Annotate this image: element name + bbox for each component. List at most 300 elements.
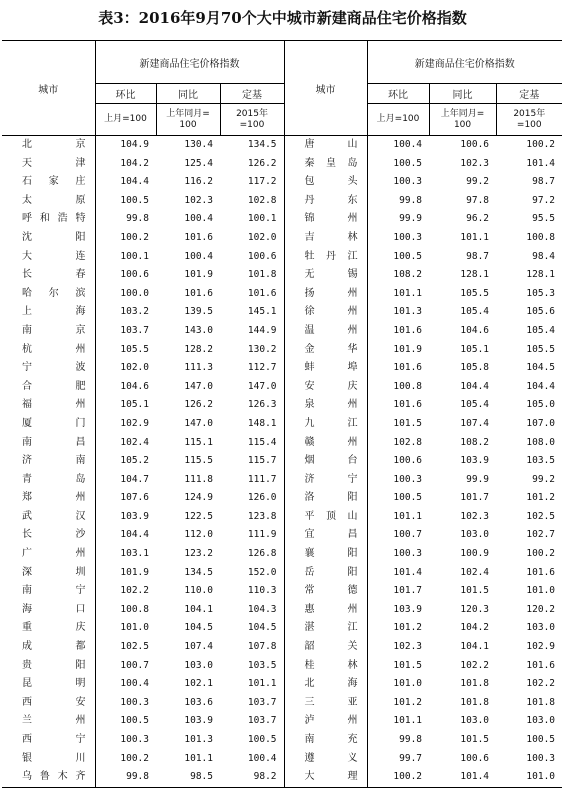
yoy-value: 101.4: [429, 768, 496, 787]
table-row: [2, 601, 562, 620]
yoy-value: 100.6: [460, 139, 490, 150]
city-name: 成都: [22, 641, 86, 653]
mom-value: 104.6: [95, 378, 156, 397]
header-mom-right: 环比: [367, 84, 429, 104]
base-value: 98.4: [532, 250, 556, 262]
city-name: 秦皇岛: [284, 155, 367, 174]
table-row: [2, 136, 562, 155]
city-name: 长春: [22, 269, 86, 281]
header-mom-left: 环比: [95, 84, 156, 104]
mom-value: 101.2: [367, 694, 429, 713]
city-name: 温州: [284, 322, 367, 341]
base-value: 145.1: [247, 306, 277, 318]
base-value: 115.4: [247, 436, 277, 448]
base-value: 101.0: [526, 585, 556, 597]
header-base-left: 定基: [220, 84, 284, 104]
mom-value: 100.3: [367, 471, 429, 490]
base-value: 101.2: [526, 492, 556, 504]
yoy-value: 147.0: [184, 417, 213, 429]
base-value: 126.8: [247, 548, 277, 560]
base-value: 103.5: [247, 659, 277, 671]
base-value: 105.5: [526, 343, 556, 355]
city-name: 乌鲁木齐: [2, 768, 95, 787]
yoy-value: 99.9: [466, 473, 490, 485]
yoy-value: 111.3: [184, 362, 213, 374]
yoy-value: 101.3: [184, 734, 213, 745]
yoy-value: 107.4: [184, 641, 213, 653]
city-name: 沈阳: [22, 231, 86, 243]
yoy-value: 103.0: [460, 715, 490, 727]
base-value: 105.3: [526, 287, 556, 299]
mom-value: 100.8: [367, 378, 429, 397]
yoy-value: 122.5: [184, 510, 213, 522]
yoy-value: 103.9: [184, 715, 213, 727]
base-value: 101.6: [247, 287, 277, 299]
mom-value: 102.4: [95, 434, 156, 453]
mom-value: 100.5: [95, 712, 156, 731]
yoy-value: 105.4: [460, 399, 490, 411]
header-group-left: 新建商品住宅价格指数: [95, 41, 284, 84]
mom-value: 104.9: [95, 136, 156, 155]
base-value: 117.2: [247, 176, 277, 188]
yoy-value: 98.5: [156, 768, 220, 787]
city-name: 深圳: [22, 566, 86, 578]
mom-value: 101.0: [95, 619, 156, 638]
table-row: [2, 415, 562, 434]
header-city-right: 城市: [284, 41, 367, 136]
city-name: 洛阳: [284, 489, 367, 508]
mom-value: 101.1: [367, 712, 429, 731]
yoy-value: 112.0: [184, 529, 213, 541]
table-row: [2, 248, 562, 267]
base-value: 101.8: [526, 696, 556, 708]
city-name: 南充: [284, 731, 367, 750]
yoy-value: 104.1: [184, 603, 213, 615]
table-row: [2, 303, 562, 322]
city-name: 福州: [22, 399, 86, 411]
city-name: 包头: [284, 173, 367, 192]
base-value: 104.4: [526, 380, 556, 392]
mom-value: 108.2: [367, 266, 429, 285]
city-name: 海口: [22, 603, 86, 615]
city-name: 石家庄: [22, 176, 86, 188]
yoy-value: 104.2: [460, 622, 490, 634]
yoy-value: 103.0: [184, 659, 213, 671]
header-group-right: 新建商品住宅价格指数: [367, 41, 562, 84]
table-row: [2, 657, 562, 676]
yoy-value: 139.5: [184, 306, 213, 318]
base-value: 107.0: [526, 417, 556, 429]
city-name: 哈尔滨: [22, 287, 86, 299]
mom-value: 100.3: [367, 545, 429, 564]
mom-value: 100.1: [95, 248, 156, 267]
mom-value: 100.2: [95, 229, 156, 248]
table-row: [2, 694, 562, 713]
mom-value: 101.6: [367, 322, 429, 341]
base-value: 104.5: [247, 622, 277, 634]
header-base-base-left: 2015年 =100: [220, 104, 284, 136]
base-value: 108.0: [526, 436, 556, 448]
base-value: 120.2: [526, 603, 556, 615]
table-row: [2, 359, 562, 378]
mom-value: 99.7: [367, 750, 429, 769]
base-value: 95.5: [532, 213, 556, 225]
city-name: 九江: [284, 415, 367, 434]
yoy-value: 128.2: [184, 343, 213, 355]
yoy-value: 96.2: [466, 213, 490, 225]
mom-value: 100.4: [367, 136, 429, 155]
header-mom-base-right: 上月=100: [367, 104, 429, 136]
mom-value: 102.9: [95, 415, 156, 434]
base-value: 107.8: [247, 641, 277, 653]
table-row: [2, 638, 562, 657]
yoy-value: 101.1: [460, 231, 490, 243]
base-value: 100.3: [526, 752, 556, 764]
mom-value: 101.7: [367, 582, 429, 601]
city-name: 银川: [22, 752, 86, 764]
mom-value: 101.6: [367, 359, 429, 378]
yoy-value: 101.6: [184, 231, 213, 243]
table-row: [2, 452, 562, 471]
mom-value: 102.2: [95, 582, 156, 601]
mom-value: 105.1: [95, 396, 156, 415]
city-name: 贵阳: [22, 659, 86, 671]
table-row: [2, 210, 562, 229]
yoy-value: 101.8: [460, 696, 490, 708]
yoy-value: 97.8: [466, 194, 490, 206]
base-value: 103.0: [526, 622, 556, 634]
city-name: 郑州: [22, 492, 86, 504]
city-name: 上海: [22, 306, 86, 318]
mom-value: 100.2: [95, 750, 156, 769]
city-name: 韶关: [284, 638, 367, 657]
base-value: 111.9: [247, 529, 277, 541]
city-name: 济南: [22, 455, 86, 467]
base-value: 100.1: [247, 213, 277, 225]
base-value: 100.2: [526, 139, 556, 150]
table-row: [2, 750, 562, 769]
mom-value: 100.5: [367, 489, 429, 508]
header-base-right: 定基: [496, 84, 562, 104]
city-name: 武汉: [22, 510, 86, 522]
city-name: 惠州: [284, 601, 367, 620]
mom-value: 103.1: [95, 545, 156, 564]
mom-value: 101.5: [367, 657, 429, 676]
yoy-value: 101.6: [184, 287, 213, 299]
base-value: 126.2: [247, 157, 277, 169]
base-value: 144.9: [247, 324, 277, 336]
yoy-value: 101.8: [460, 678, 490, 690]
table-row: [2, 768, 562, 787]
base-value: 147.0: [247, 380, 277, 392]
city-name: 徐州: [284, 303, 367, 322]
header-mom-base-left: 上月=100: [95, 104, 156, 136]
mom-value: 105.5: [95, 341, 156, 360]
city-name: 宜昌: [284, 526, 367, 545]
yoy-value: 104.1: [460, 641, 490, 653]
base-value: 104.5: [526, 362, 556, 374]
city-name: 泉州: [284, 396, 367, 415]
base-value: 102.2: [526, 678, 556, 690]
city-name: 烟台: [284, 452, 367, 471]
mom-value: 102.3: [367, 638, 429, 657]
city-name: 西安: [22, 696, 86, 708]
yoy-value: 105.4: [460, 306, 490, 318]
city-name: 兰州: [22, 715, 86, 727]
mom-value: 103.9: [95, 508, 156, 527]
table-row: [2, 285, 562, 304]
header-yoy-left: 同比: [156, 84, 220, 104]
table-row: [2, 155, 562, 174]
table-row: [2, 675, 562, 694]
mom-value: 99.8: [95, 768, 156, 787]
yoy-value: 107.4: [460, 417, 490, 429]
base-value: 100.4: [247, 752, 277, 764]
mom-value: 104.7: [95, 471, 156, 490]
yoy-value: 101.1: [184, 752, 213, 764]
city-name: 北京: [22, 139, 86, 150]
base-value: 105.4: [526, 324, 556, 336]
mom-value: 101.6: [367, 396, 429, 415]
mom-value: 100.7: [367, 526, 429, 545]
header-yoy-base-left: 上年同月= 100: [156, 104, 220, 136]
base-value: 100.6: [247, 250, 277, 262]
base-value: 100.2: [526, 548, 556, 560]
city-name: 天津: [22, 157, 86, 169]
yoy-value: 105.8: [460, 362, 490, 374]
base-value: 103.0: [526, 715, 556, 727]
mom-value: 101.3: [367, 303, 429, 322]
yoy-value: 124.9: [184, 492, 213, 504]
mom-value: 100.3: [95, 694, 156, 713]
mom-value: 100.5: [367, 248, 429, 267]
yoy-value: 123.2: [184, 548, 213, 560]
base-value: 128.1: [526, 269, 556, 281]
mom-value: 99.8: [367, 731, 429, 750]
base-value: 101.8: [247, 269, 277, 281]
yoy-value: 125.4: [184, 157, 213, 169]
yoy-value: 104.4: [460, 380, 490, 392]
table-row: [2, 229, 562, 248]
city-name: 济宁: [284, 471, 367, 490]
city-name: 太原: [22, 194, 86, 206]
yoy-value: 105.1: [460, 343, 490, 355]
yoy-value: 98.7: [466, 250, 490, 262]
base-value: 126.3: [247, 399, 277, 411]
city-name: 厦门: [22, 417, 86, 429]
table-row: [2, 564, 562, 583]
mom-value: 100.3: [367, 173, 429, 192]
base-value: 100.5: [526, 734, 556, 745]
city-name: 平顶山: [284, 508, 367, 527]
city-name: 南昌: [22, 436, 86, 448]
base-value: 100.5: [247, 734, 277, 745]
city-name: 扬州: [284, 285, 367, 304]
yoy-value: 103.9: [460, 455, 490, 467]
yoy-value: 110.0: [184, 585, 213, 597]
table-title: 表3：2016年9月70个大中城市新建商品住宅价格指数: [98, 9, 467, 27]
city-name: 西宁: [22, 734, 86, 745]
mom-value: 99.9: [367, 210, 429, 229]
table-row: [2, 508, 562, 527]
yoy-value: 108.2: [460, 436, 490, 448]
base-value: 102.8: [247, 194, 277, 206]
city-name: 北海: [284, 675, 367, 694]
table-row: [2, 471, 562, 490]
city-name: 南宁: [22, 585, 86, 597]
base-value: 100.8: [526, 231, 556, 243]
yoy-value: 134.5: [184, 566, 213, 578]
yoy-value: 126.2: [184, 399, 213, 411]
mom-value: 100.5: [95, 192, 156, 211]
city-name: 无锡: [284, 266, 367, 285]
price-index-table: [2, 40, 562, 788]
mom-value: 99.8: [95, 210, 156, 229]
city-name: 岳阳: [284, 564, 367, 583]
mom-value: 101.9: [95, 564, 156, 583]
mom-value: 103.9: [367, 601, 429, 620]
city-name: 昆明: [22, 678, 86, 690]
city-name: 蚌埠: [284, 359, 367, 378]
table-row: [2, 341, 562, 360]
yoy-value: 101.7: [460, 492, 490, 504]
city-name: 大理: [284, 768, 367, 787]
mom-value: 102.8: [367, 434, 429, 453]
yoy-value: 102.4: [460, 566, 490, 578]
mom-value: 101.5: [367, 415, 429, 434]
mom-value: 104.4: [95, 173, 156, 192]
base-value: 102.0: [247, 231, 277, 243]
yoy-value: 100.6: [460, 752, 490, 764]
base-value: 101.6: [526, 659, 556, 671]
yoy-value: 100.4: [184, 213, 213, 225]
header-yoy-right: 同比: [429, 84, 496, 104]
yoy-value: 101.9: [184, 269, 213, 281]
table-row: [2, 434, 562, 453]
base-value: 102.7: [526, 529, 556, 541]
city-name: 杭州: [22, 343, 86, 355]
yoy-value: 101.5: [460, 585, 490, 597]
base-value: 115.7: [247, 455, 277, 467]
mom-value: 102.5: [95, 638, 156, 657]
table-row: [2, 173, 562, 192]
city-name: 桂林: [284, 657, 367, 676]
mom-value: 100.6: [95, 266, 156, 285]
base-value: 110.3: [247, 585, 277, 597]
mom-value: 101.9: [367, 341, 429, 360]
city-name: 重庆: [22, 622, 86, 634]
yoy-value: 102.3: [460, 157, 490, 169]
mom-value: 101.2: [367, 619, 429, 638]
yoy-value: 103.0: [460, 529, 490, 541]
base-value: 152.0: [247, 566, 277, 578]
base-value: 98.2: [220, 768, 284, 787]
mom-value: 102.0: [95, 359, 156, 378]
city-name: 南京: [22, 324, 86, 336]
yoy-value: 105.5: [460, 287, 490, 299]
mom-value: 100.2: [367, 768, 429, 787]
mom-value: 101.1: [367, 285, 429, 304]
yoy-value: 102.3: [460, 510, 490, 522]
yoy-value: 104.6: [460, 324, 490, 336]
table-row: [2, 378, 562, 397]
base-value: 130.2: [247, 343, 277, 355]
mom-value: 100.3: [95, 731, 156, 750]
city-name: 湛江: [284, 619, 367, 638]
base-value: 101.6: [526, 566, 556, 578]
yoy-value: 111.8: [184, 473, 213, 485]
table-row: [2, 712, 562, 731]
mom-value: 100.0: [95, 285, 156, 304]
base-value: 97.2: [532, 194, 556, 206]
yoy-value: 99.2: [466, 176, 490, 188]
yoy-value: 102.3: [184, 194, 213, 206]
base-value: 103.5: [526, 455, 556, 467]
base-value: 103.7: [247, 696, 277, 708]
table-row: [2, 322, 562, 341]
city-name: 牡丹江: [284, 248, 367, 267]
city-name: 唐山: [284, 136, 367, 155]
base-value: 126.0: [247, 492, 277, 504]
yoy-value: 116.2: [184, 176, 213, 188]
mom-value: 100.4: [95, 675, 156, 694]
city-name: 安庆: [284, 378, 367, 397]
city-name: 赣州: [284, 434, 367, 453]
table-row: [2, 266, 562, 285]
base-value: 102.5: [526, 510, 556, 522]
table-row: [2, 396, 562, 415]
mom-value: 101.4: [367, 564, 429, 583]
table-row: [2, 731, 562, 750]
city-name: 常德: [284, 582, 367, 601]
city-name: 金华: [284, 341, 367, 360]
base-value: 101.0: [496, 768, 562, 787]
yoy-value: 115.1: [184, 436, 213, 448]
mom-value: 100.5: [367, 155, 429, 174]
header-city-left: 城市: [2, 41, 95, 136]
city-name: 襄阳: [284, 545, 367, 564]
yoy-value: 104.5: [184, 622, 213, 634]
yoy-value: 115.5: [184, 455, 213, 467]
mom-value: 100.3: [367, 229, 429, 248]
yoy-value: 102.1: [184, 678, 213, 690]
yoy-value: 120.3: [460, 603, 490, 615]
yoy-value: 102.2: [460, 659, 490, 671]
yoy-value: 103.6: [184, 696, 213, 708]
base-value: 105.6: [526, 306, 556, 318]
city-name: 锦州: [284, 210, 367, 229]
mom-value: 100.6: [367, 452, 429, 471]
yoy-value: 100.4: [184, 250, 213, 262]
header-base-base-right: 2015年 =100: [496, 104, 562, 136]
city-name: 合肥: [22, 380, 86, 392]
mom-value: 105.2: [95, 452, 156, 471]
base-value: 101.1: [247, 678, 277, 690]
table-row: [2, 489, 562, 508]
header-yoy-base-right: 上年同月= 100: [429, 104, 496, 136]
table-row: [2, 582, 562, 601]
city-name: 青岛: [22, 473, 86, 485]
mom-value: 103.2: [95, 303, 156, 322]
mom-value: 101.0: [367, 675, 429, 694]
mom-value: 99.8: [367, 192, 429, 211]
yoy-value: 101.5: [460, 734, 490, 745]
city-name: 大连: [22, 250, 86, 262]
mom-value: 104.2: [95, 155, 156, 174]
base-value: 112.7: [247, 362, 277, 374]
yoy-value: 147.0: [184, 380, 213, 392]
city-name: 广州: [22, 548, 86, 560]
